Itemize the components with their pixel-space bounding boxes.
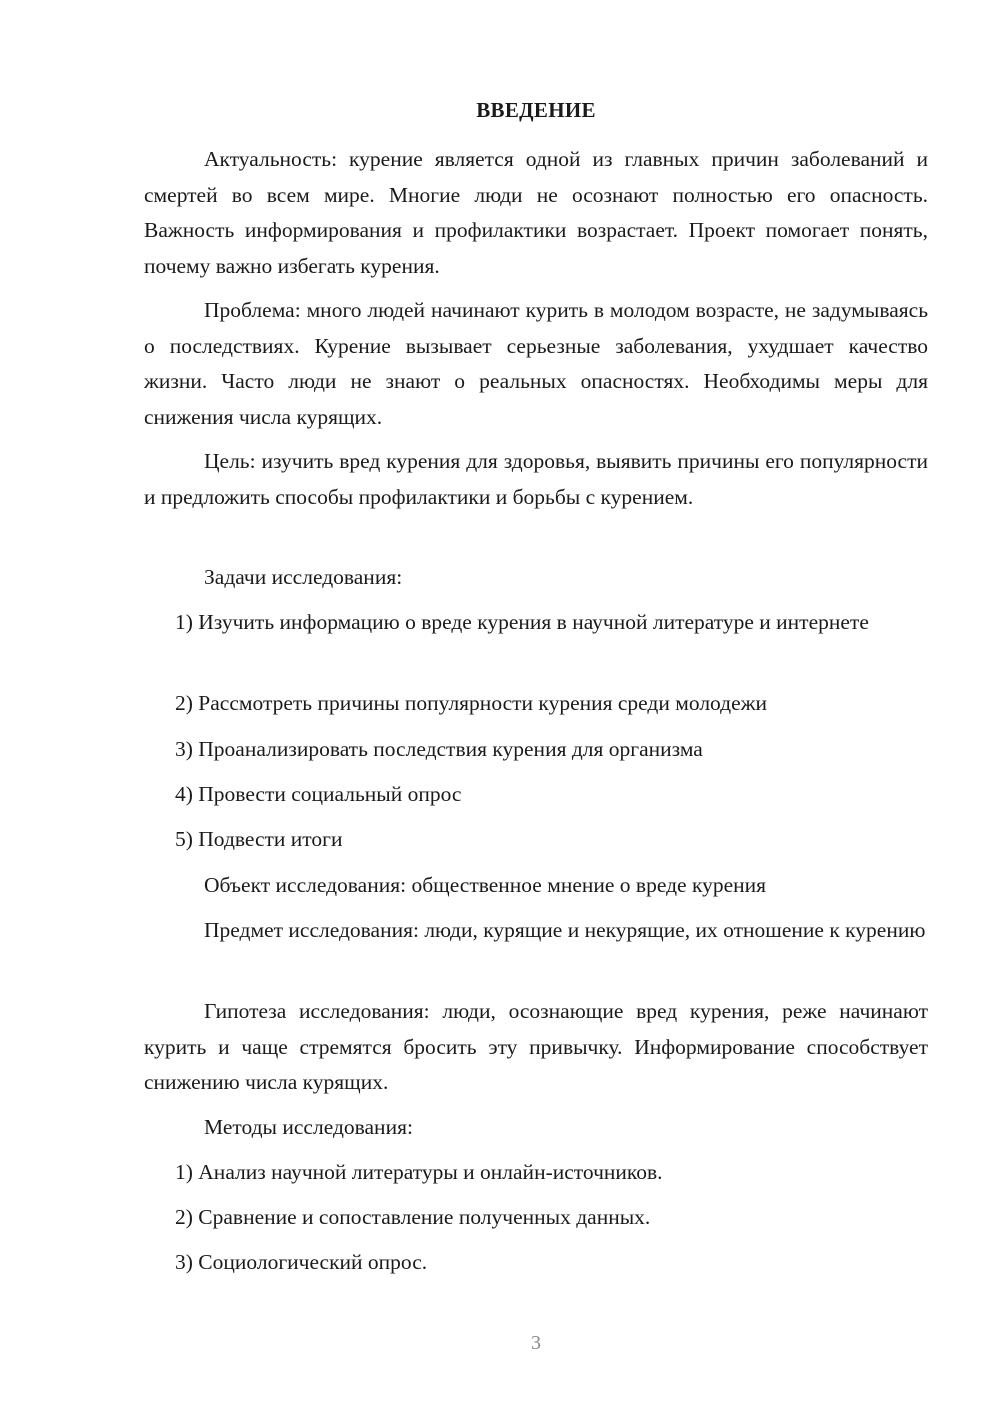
method-item: 2) Сравнение и сопоставление полученных данных. xyxy=(175,1205,651,1229)
problem-paragraph: Проблема: много людей начинают курить в молодом возрасте, не задумываясь о последствиях. Курение вызывает серьезные заболевания, ухудшает качество жизни. Часто люди не знают о реальных опасностях. Необходимы меры для снижения числа курящих. xyxy=(144,298,928,429)
goal-paragraph: Цель: изучить вред курения для здоровья, выявить причины его популярности и предложить способы профилактики и борьбы с курением. xyxy=(144,449,928,509)
task-item: 1) Изучить информацию о вреде курения в научной литературе и интернете xyxy=(175,610,869,634)
methods-heading: Методы исследования: xyxy=(204,1115,413,1139)
task-item: 3) Проанализировать последствия курения для организма xyxy=(175,737,703,761)
hypothesis-paragraph: Гипотеза исследования: люди, осознающие вред курения, реже начинают курить и чаще стремятся бросить эту привычку. Информирование способствует снижению числа курящих. xyxy=(144,999,928,1094)
task-item: 4) Провести социальный опрос xyxy=(175,782,462,806)
method-item: 3) Социологический опрос. xyxy=(175,1250,428,1274)
task-item: 5) Подвести итоги xyxy=(175,827,343,851)
object-paragraph: Объект исследования: общественное мнение о вреде курения xyxy=(204,873,767,897)
task-item: 2) Рассмотреть причины популярности курения среди молодежи xyxy=(175,691,768,715)
subject-paragraph: Предмет исследования: люди, курящие и некурящие, их отношение к курению xyxy=(204,918,926,942)
page-title: ВВЕДЕНИЕ xyxy=(476,98,596,122)
tasks-heading: Задачи исследования: xyxy=(204,565,403,589)
method-item: 1) Анализ научной литературы и онлайн-источников. xyxy=(175,1160,663,1184)
page-number: 3 xyxy=(531,1332,541,1354)
relevance-paragraph: Актуальность: курение является одной из главных причин заболеваний и смертей во всем мире. Многие люди не осознают полностью его опасность. Важность информирования и профилактики возрастает. Проект помогает понять, почему важно избегать курения. xyxy=(144,147,928,278)
